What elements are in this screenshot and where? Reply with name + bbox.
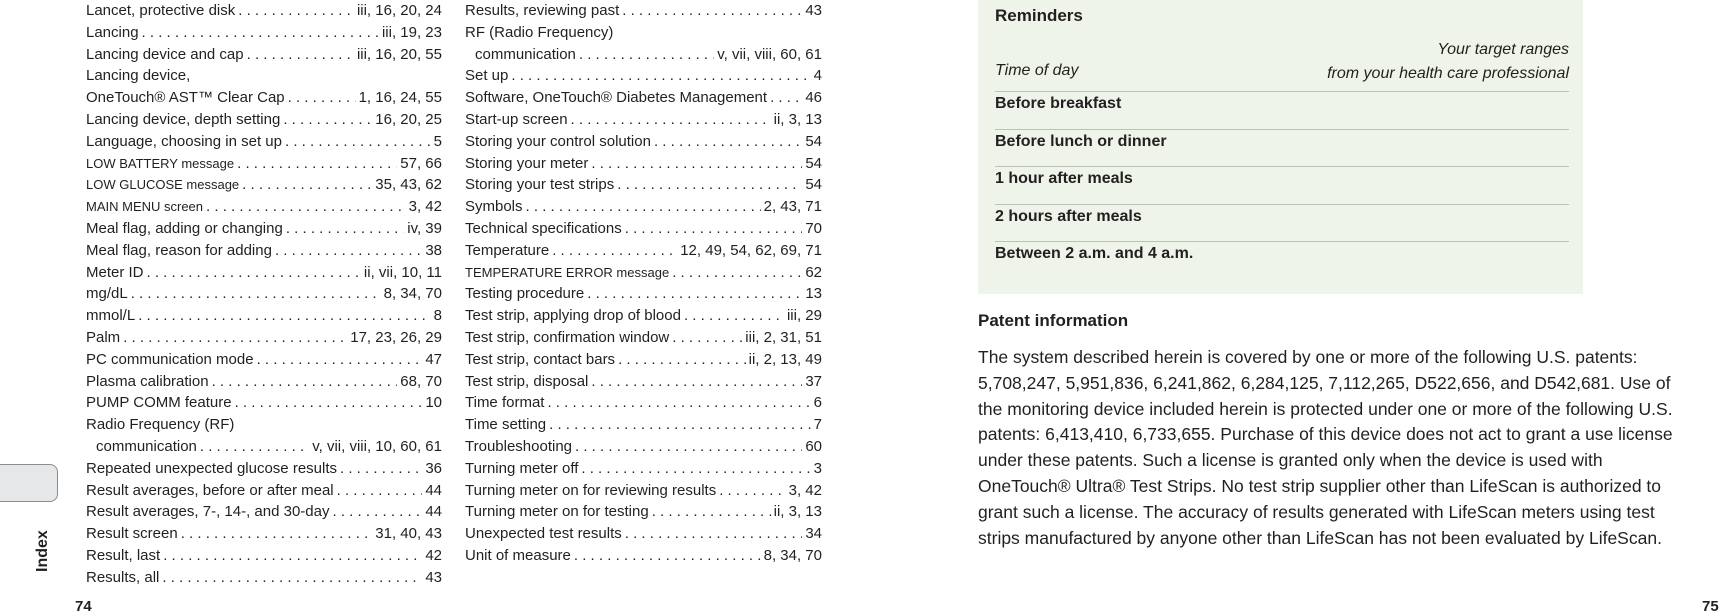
dot-leader	[247, 44, 354, 66]
index-pages: ii, 2, 13, 49	[748, 350, 822, 368]
index-entry	[465, 349, 822, 371]
index-pages: 3, 42	[788, 481, 822, 499]
index-term: Lancing device and cap	[86, 45, 244, 63]
index-entry	[465, 174, 822, 196]
index-term: Unit of measure	[465, 546, 571, 564]
index-term: mmol/L	[86, 307, 136, 325]
index-term: Set up	[465, 67, 509, 85]
dot-leader	[591, 371, 802, 393]
index-pages: ii, vii, 10, 11	[363, 263, 442, 281]
dot-leader	[332, 501, 422, 523]
dot-leader	[235, 392, 423, 414]
dot-leader	[288, 87, 356, 109]
index-term: Testing procedure	[465, 285, 585, 303]
index-entry	[86, 109, 442, 131]
index-term: Lancing	[86, 23, 139, 41]
index-entry	[86, 283, 442, 305]
index-term: Meter ID	[86, 263, 144, 281]
index-term: Lancing device,	[86, 67, 191, 85]
index-pages: iii, 16, 20, 24	[356, 2, 442, 19]
index-entry	[86, 371, 442, 393]
index-pages: 38	[425, 241, 442, 259]
index-term: OneTouch® AST™ Clear Cap	[86, 89, 285, 107]
dot-leader	[672, 327, 742, 349]
index-pages: 68, 70	[400, 372, 442, 390]
reminders-table	[978, 0, 1583, 294]
dot-leader	[684, 305, 784, 327]
index-term: Time format	[465, 394, 545, 412]
index-term: Time setting	[465, 416, 547, 434]
index-pages: 2, 43, 71	[763, 198, 822, 216]
index-pages: 6	[813, 394, 822, 412]
index-term: mg/dL	[86, 285, 128, 303]
index-pages: 43	[805, 2, 822, 19]
index-term: Meal flag, adding or changing	[86, 219, 283, 237]
index-pages: 54	[805, 154, 822, 172]
index-entry	[86, 196, 442, 218]
index-entry	[86, 545, 442, 567]
index-entry	[465, 501, 822, 523]
index-pages: 10	[425, 394, 442, 412]
index-term: Turning meter on for testing	[465, 503, 649, 521]
index-term: Technical specifications	[465, 219, 622, 237]
index-entry	[465, 392, 822, 414]
reminder-row: 2 hours after meals	[995, 204, 1569, 226]
index-pages: 34	[805, 525, 822, 543]
index-entry	[86, 0, 442, 22]
index-entry	[86, 22, 442, 44]
index-pages: 1, 16, 24, 55	[358, 89, 442, 107]
dot-leader	[571, 109, 771, 131]
reminders-title: Reminders	[995, 6, 1083, 25]
index-entry	[86, 458, 442, 480]
reminder-row: 1 hour after meals	[995, 166, 1569, 188]
index-entry	[86, 349, 442, 371]
index-term: Meal flag, reason for adding	[86, 241, 272, 259]
dot-leader	[625, 218, 803, 240]
index-entry	[465, 22, 822, 44]
dot-leader	[618, 349, 746, 371]
dot-leader	[138, 305, 430, 327]
dot-leader	[654, 131, 802, 153]
index-tab-label: Index	[34, 530, 51, 572]
index-pages: 8	[433, 307, 442, 325]
index-entry	[86, 327, 442, 349]
dot-leader	[181, 523, 373, 545]
index-term: Test strip, contact bars	[465, 350, 616, 368]
index-entry	[86, 305, 442, 327]
index-pages: 4	[813, 67, 822, 85]
dot-leader	[526, 196, 761, 218]
index-pages: 3, 42	[408, 198, 442, 216]
index-pages: 47	[425, 350, 442, 368]
dot-leader	[286, 218, 404, 240]
dot-leader	[587, 283, 802, 305]
dot-leader	[142, 22, 379, 44]
dot-leader	[591, 153, 802, 175]
index-entry	[86, 218, 442, 240]
index-term: Results, all	[86, 568, 160, 586]
index-term: Repeated unexpected glucose results	[86, 459, 338, 477]
index-entry	[86, 523, 442, 545]
index-term: Test strip, confirmation window	[465, 328, 670, 346]
index-term: Temperature	[465, 241, 550, 259]
dot-leader	[337, 480, 423, 502]
index-entry	[465, 65, 822, 87]
index-pages: iv, 39	[407, 219, 442, 237]
index-pages: 16, 20, 25	[375, 110, 442, 128]
reminder-row: Before breakfast	[995, 91, 1569, 113]
index-term: Turning meter on for reviewing results	[465, 481, 717, 499]
dot-leader	[340, 458, 422, 480]
time-of-day-header: Time of day	[995, 62, 1079, 79]
index-pages: 7	[813, 416, 822, 434]
index-entry	[86, 44, 442, 66]
index-term: Start-up screen	[465, 110, 568, 128]
index-entry	[86, 153, 442, 175]
dot-leader	[770, 87, 802, 109]
index-term: communication	[475, 45, 576, 63]
dot-leader	[672, 262, 802, 284]
index-pages: 13	[805, 285, 822, 303]
index-entry	[86, 131, 442, 153]
index-pages: 8, 34, 70	[383, 285, 442, 303]
index-entry	[465, 283, 822, 305]
index-pages: 17, 23, 26, 29	[350, 328, 442, 346]
index-entry	[86, 480, 442, 502]
dot-leader	[200, 436, 309, 458]
page-number-right: 75	[1702, 598, 1719, 615]
index-pages: 62	[805, 263, 822, 281]
dot-leader	[285, 131, 431, 153]
index-pages: 44	[425, 481, 442, 499]
dot-leader	[242, 174, 372, 196]
dot-leader	[257, 349, 423, 371]
dot-leader	[511, 65, 810, 87]
index-term: Result, last	[86, 546, 161, 564]
index-tab[interactable]	[0, 464, 58, 502]
index-pages: 31, 40, 43	[375, 525, 442, 543]
dot-leader	[581, 458, 810, 480]
index-pages: v, vii, viii, 60, 61	[717, 45, 822, 63]
index-term: Test strip, disposal	[465, 372, 589, 390]
index-entry	[465, 218, 822, 240]
index-entry	[86, 65, 442, 87]
index-entry	[86, 414, 442, 436]
index-pages: 8, 34, 70	[763, 546, 822, 564]
index-term: LOW GLUCOSE message	[86, 177, 240, 193]
index-term: Result screen	[86, 525, 178, 543]
index-pages: 36	[425, 459, 442, 477]
dot-leader	[549, 414, 811, 436]
index-term: Results, reviewing past	[465, 2, 620, 19]
index-entry	[465, 196, 822, 218]
reminder-row: Before lunch or dinner	[995, 129, 1569, 151]
index-pages: ii, 3, 13	[773, 110, 822, 128]
index-column-1	[86, 0, 442, 589]
index-pages: 46	[805, 89, 822, 107]
index-pages: ii, 3, 13	[773, 503, 822, 521]
index-term: MAIN MENU screen	[86, 199, 204, 215]
index-entry	[465, 87, 822, 109]
index-entry	[86, 567, 442, 589]
index-term: Lancet, protective disk	[86, 2, 236, 19]
index-term: PC communication mode	[86, 350, 254, 368]
target-ranges-header	[1327, 38, 1569, 86]
dot-leader	[625, 523, 803, 545]
index-entry	[465, 262, 822, 284]
index-term: Storing your test strips	[465, 176, 615, 194]
dot-leader	[622, 0, 802, 22]
dot-leader	[719, 480, 785, 502]
index-pages: 43	[425, 568, 442, 586]
dot-leader	[206, 196, 406, 218]
dot-leader	[652, 501, 771, 523]
index-entry	[465, 44, 822, 66]
index-entry	[86, 87, 442, 109]
index-entry	[465, 436, 822, 458]
index-pages: 42	[425, 546, 442, 564]
index-term: Storing your control solution	[465, 132, 651, 150]
index-entry	[465, 480, 822, 502]
dot-leader	[275, 240, 422, 262]
dot-leader	[162, 567, 422, 589]
index-term: Test strip, applying drop of blood	[465, 307, 681, 325]
index-pages: 57, 66	[400, 154, 442, 172]
index-pages: iii, 29	[786, 307, 822, 325]
index-column-2	[465, 0, 822, 567]
index-pages: 5	[433, 132, 442, 150]
index-term: Language, choosing in set up	[86, 132, 282, 150]
index-entry	[86, 436, 442, 458]
index-term: Result averages, before or after meal	[86, 481, 334, 499]
dot-leader	[123, 327, 347, 349]
index-term: LOW BATTERY message	[86, 155, 235, 171]
index-term: TEMPERATURE ERROR message	[465, 264, 670, 280]
dot-leader	[574, 545, 761, 567]
index-term: Software, OneTouch® Diabetes Management	[465, 89, 768, 107]
index-term: Plasma calibration	[86, 372, 209, 390]
index-term: Lancing device, depth setting	[86, 110, 281, 128]
index-entry	[86, 392, 442, 414]
index-entry	[465, 458, 822, 480]
dot-leader	[552, 240, 677, 262]
index-entry	[465, 523, 822, 545]
patent-text: The system described herein is covered by one or more of the following U.S. patents: 5,708,247, 5,951,836, 6,241,862, 6,284,125, 7,112,265, D522,656, and D542,681. Use of the monitoring device included herein is protected under one or more of the following U.S. patents: 6,413,410, 6,733,655. Purchase of this device does not act to grant a use license under these patents. Such a license is granted only when the device is used with OneTouch® Ultra® Test Strips. No test strip supplier other than LifeScan is authorized to grant such a license. The accuracy of results generated with LifeScan meters using test strips manufactured by anyone other than LifeScan has not been evaluated by LifeScan.	[978, 347, 1673, 548]
index-entry	[86, 174, 442, 196]
index-term: Radio Frequency (RF)	[86, 416, 235, 434]
dot-leader	[575, 436, 802, 458]
index-pages: 54	[805, 176, 822, 194]
reminder-row: Between 2 a.m. and 4 a.m.	[995, 241, 1569, 263]
index-pages: 60	[805, 437, 822, 455]
page-number-left: 74	[75, 598, 92, 615]
index-pages: 44	[425, 503, 442, 521]
index-pages: 70	[805, 219, 822, 237]
dot-leader	[547, 392, 810, 414]
index-entry	[465, 327, 822, 349]
index-entry	[465, 371, 822, 393]
index-term: Storing your meter	[465, 154, 589, 172]
index-pages: 35, 43, 62	[375, 176, 442, 194]
index-entry	[86, 262, 442, 284]
index-entry	[465, 131, 822, 153]
index-term: communication	[96, 437, 197, 455]
index-term: Unexpected test results	[465, 525, 622, 543]
index-term: Symbols	[465, 198, 523, 216]
dot-leader	[237, 153, 397, 175]
index-entry	[465, 414, 822, 436]
index-term: PUMP COMM feature	[86, 394, 232, 412]
index-pages: iii, 16, 20, 55	[356, 45, 442, 63]
index-term: Palm	[86, 328, 121, 346]
index-term: Result averages, 7-, 14-, and 30-day	[86, 503, 330, 521]
index-entry	[465, 305, 822, 327]
dot-leader	[131, 283, 381, 305]
index-entry	[86, 240, 442, 262]
index-term: RF (Radio Frequency)	[465, 23, 614, 41]
index-pages: iii, 19, 23	[381, 23, 442, 41]
index-pages: v, vii, viii, 10, 60, 61	[312, 437, 442, 455]
index-term: Troubleshooting	[465, 437, 573, 455]
index-entry	[86, 501, 442, 523]
index-pages: 54	[805, 132, 822, 150]
dot-leader	[283, 109, 372, 131]
index-entry	[465, 240, 822, 262]
target-ranges-line1: Your target ranges	[1437, 41, 1569, 58]
index-pages: 3	[813, 459, 822, 477]
dot-leader	[212, 371, 398, 393]
dot-leader	[238, 0, 354, 22]
index-entry	[465, 545, 822, 567]
dot-leader	[579, 44, 714, 66]
index-pages: 37	[805, 372, 822, 390]
dot-leader	[147, 262, 361, 284]
dot-leader	[617, 174, 802, 196]
index-entry	[465, 0, 822, 22]
index-entry	[465, 109, 822, 131]
dot-leader	[163, 545, 422, 567]
index-term: Turning meter off	[465, 459, 579, 477]
index-pages: 12, 49, 54, 62, 69, 71	[680, 241, 822, 259]
index-entry	[465, 153, 822, 175]
patent-title: Patent information	[978, 311, 1129, 330]
index-pages: iii, 2, 31, 51	[745, 328, 822, 346]
target-ranges-line2: from your health care professional	[1327, 65, 1569, 82]
